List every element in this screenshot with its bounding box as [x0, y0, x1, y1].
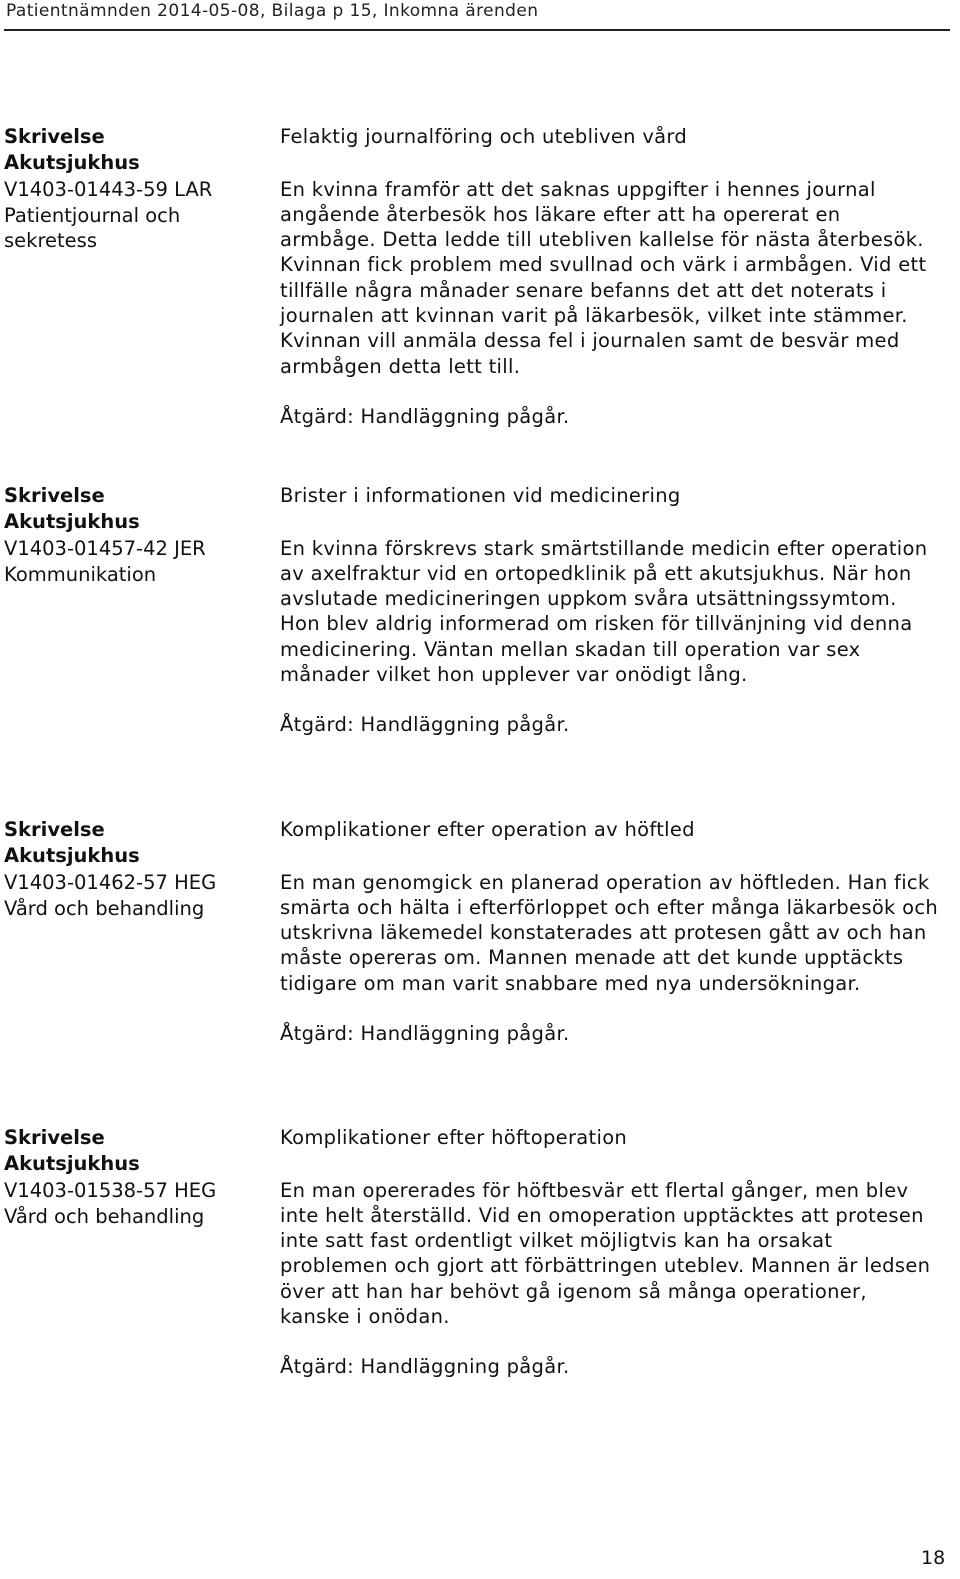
page-header: [4, 0, 950, 31]
case-unit: Akutsjukhus: [4, 509, 140, 533]
case-category: Patientjournal och: [4, 203, 181, 227]
case-description: En man opererades för höftbesvär ett flertal gånger, men blev inte helt återställd. Vid en omoperation upptäcktes att protesen inte satt fast ordentligt vilket möjligtvis kan ha orsakat problemen och gjort att förbättringen uteblev. Mannen är ledsen över att han har behövt gå igenom så många operationer, kanske i onödan.: [280, 1178, 931, 1328]
case-unit: Akutsjukhus: [4, 843, 140, 867]
case-meta: [4, 483, 266, 587]
case-type: Skrivelse: [4, 1126, 105, 1149]
case-title: Komplikationer efter operation av höftled: [280, 818, 695, 841]
case-content: [280, 1125, 940, 1380]
case-action: Åtgärd: Handläggning pågår.: [280, 404, 570, 428]
case-action: Åtgärd: Handläggning pågår.: [280, 1355, 570, 1379]
case-content: [280, 124, 940, 429]
case-id: V1403-01462-57 HEG: [4, 871, 217, 894]
case-category: Vård och behandling: [4, 896, 205, 920]
case-title: Komplikationer efter höftoperation: [280, 1126, 628, 1149]
case-title: Felaktig journalföring och utebliven vård: [280, 125, 688, 148]
case-type: Skrivelse: [4, 484, 105, 507]
case-content: [280, 817, 940, 1046]
page-number: 18: [921, 1547, 946, 1569]
case-title: Brister i informationen vid medicinering: [280, 484, 681, 507]
case-category: Vård och behandling: [4, 1204, 205, 1228]
case-content: [280, 483, 940, 738]
case-action: Åtgärd: Handläggning pågår.: [280, 1021, 570, 1045]
case-unit: Akutsjukhus: [4, 150, 140, 174]
header-text: Patientnämnden 2014-05-08, Bilaga p 15, Inkomna ärenden: [6, 1, 539, 21]
case-category: sekretess: [4, 229, 97, 252]
case-type: Skrivelse: [4, 125, 105, 148]
case-type: Skrivelse: [4, 818, 105, 841]
case-meta: [4, 124, 266, 254]
case-description: En man genomgick en planerad operation av höftleden. Han fick smärta och hälta i efterförloppet och efter många läkarbesök och utskrivna läkemedel konstaterades att protesen gått av och han måste opereras om. Mannen menade att det kunde upptäckts tidigare om man varit snabbare med nya undersökningar.: [280, 870, 939, 995]
case-description: En kvinna förskrevs stark smärtstillande medicin efter operation av axelfraktur vid en ortopedklinik på ett akutsjukhus. När hon avslutade medicineringen uppkom svåra utsättningssymtom. Hon blev aldrig informerad om risken för tillvänjning vid denna medicinering. Väntan mellan skadan till operation var sex månader vilket hon upplever var onödigt lång.: [280, 536, 928, 686]
case-meta: [4, 817, 266, 921]
case-id: V1403-01443-59 LAR: [4, 178, 213, 201]
case-id: V1403-01538-57 HEG: [4, 1179, 217, 1202]
case-id: V1403-01457-42 JER: [4, 537, 206, 560]
case-action: Åtgärd: Handläggning pågår.: [280, 713, 570, 737]
case-meta: [4, 1125, 266, 1229]
case-unit: Akutsjukhus: [4, 1151, 140, 1175]
case-description: En kvinna framför att det saknas uppgifter i hennes journal angående återbesök hos läkare efter att ha opererat en armbåge. Detta ledde till utebliven kallelse för nästa återbesök. Kvinnan fick problem med svullnad och värk i armbågen. Vid ett tillfälle några månader senare befanns det att det noterats i journalen att kvinnan varit på läkarbesök, vilket inte stämmer. Kvinnan vill anmäla dessa fel i journalen samt de besvär med armbågen detta lett till.: [280, 177, 927, 378]
case-category: Kommunikation: [4, 562, 157, 586]
